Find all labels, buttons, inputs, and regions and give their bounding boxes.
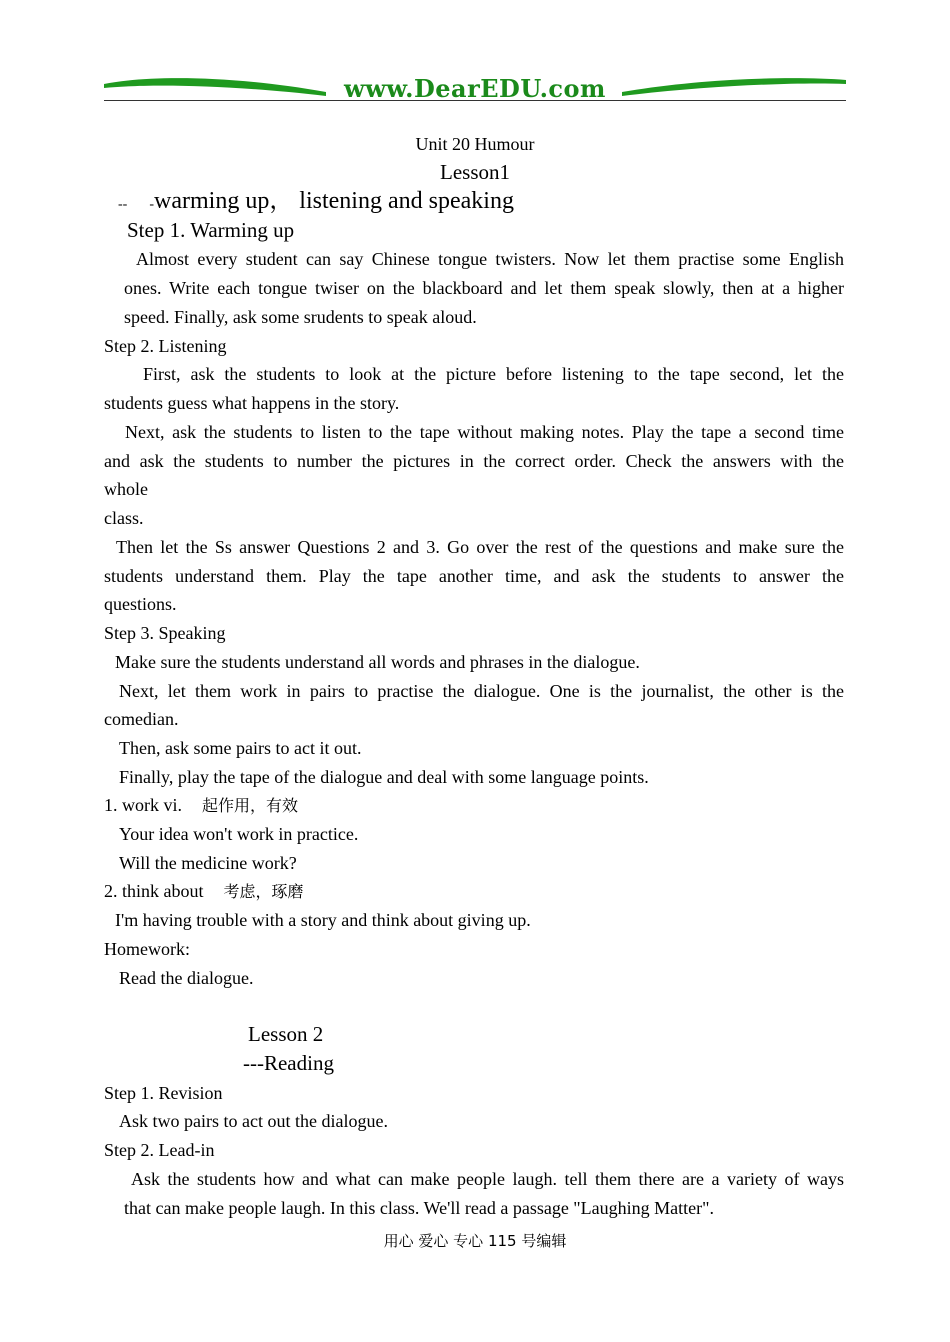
- language-point-2: [104, 879, 304, 904]
- lesson2-step2-heading: Step 2. Lead-in: [104, 1140, 215, 1160]
- paragraph-line: Almost every student can say Chinese tongue twisters. Now let them practise some English: [136, 249, 844, 269]
- header-rule: [104, 100, 846, 101]
- point2-chinese: 考虑，琢磨: [223, 882, 304, 901]
- example-sentence: Will the medicine work?: [119, 853, 297, 873]
- paragraph-line: Then let the Ss answer Questions 2 and 3. Go over the rest of the questions and make sure the: [116, 537, 844, 557]
- subtitle-dashes: --: [118, 197, 128, 212]
- step2-heading: Step 2. Listening: [104, 336, 227, 356]
- header-banner: [104, 70, 846, 104]
- lesson2-subtitle: ---Reading: [243, 1051, 334, 1075]
- paragraph-line: that can make people laugh. In this class. We'll read a passage "Laughing Matter".: [124, 1198, 714, 1218]
- paragraph-line: comedian.: [104, 709, 179, 729]
- lesson1-subtitle: [118, 189, 514, 217]
- homework-heading: Homework:: [104, 939, 190, 959]
- paragraph-line: Ask two pairs to act out the dialogue.: [119, 1111, 388, 1131]
- language-point-1: [104, 793, 298, 818]
- lesson1-title: Lesson1: [440, 160, 510, 184]
- paragraph-line: Then, ask some pairs to act it out.: [119, 738, 362, 758]
- homework-text: Read the dialogue.: [119, 968, 254, 988]
- example-sentence: I'm having trouble with a story and think about giving up.: [115, 910, 531, 930]
- paragraph-line: and ask the students to number the pictures in the correct order. Check the answers with the: [104, 451, 844, 471]
- lesson2-title: Lesson 2: [248, 1022, 324, 1046]
- paragraph-line: students understand them. Play the tape another time, and ask the students to answer the: [104, 566, 844, 586]
- site-brand-logo: www.DearEDU.com: [344, 74, 606, 103]
- paragraph-line: questions.: [104, 594, 177, 614]
- paragraph-line: First, ask the students to look at the picture before listening to the tape second, let the: [143, 364, 844, 384]
- example-sentence: Your idea won't work in practice.: [119, 824, 359, 844]
- lesson2-step1-heading: Step 1. Revision: [104, 1083, 223, 1103]
- subtitle-text: warming up， listening and speaking: [154, 188, 514, 214]
- paragraph-line: ones. Write each tongue twiser on the blackboard and let them speak slowly, then at a higher: [124, 278, 844, 298]
- paragraph-line: whole: [104, 479, 148, 499]
- paragraph-line: students guess what happens in the story.: [104, 393, 400, 413]
- paragraph-line: Next, let them work in pairs to practise the dialogue. One is the journalist, the other is the: [119, 681, 844, 701]
- paragraph-line: Finally, play the tape of the dialogue and deal with some language points.: [119, 767, 649, 787]
- subtitle-dash: -: [149, 197, 154, 212]
- point1-chinese: 起作用，有效: [202, 796, 299, 815]
- paragraph-line: Next, ask the students to listen to the tape without making notes. Play the tape a second time: [125, 422, 844, 442]
- step3-heading: Step 3. Speaking: [104, 623, 226, 643]
- point2-english: 2. think about: [104, 881, 204, 901]
- point1-english: 1. work vi.: [104, 795, 182, 815]
- paragraph-line: Make sure the students understand all words and phrases in the dialogue.: [115, 652, 640, 672]
- unit-title: Unit 20 Humour: [415, 134, 535, 154]
- paragraph-line: class.: [104, 508, 144, 528]
- paragraph-line: speed. Finally, ask some srudents to speak aloud.: [124, 307, 477, 327]
- step1-heading: Step 1. Warming up: [127, 218, 295, 242]
- paragraph-line: Ask the students how and what can make people laugh. tell them there are a variety of ways: [131, 1169, 844, 1189]
- page-footer: 用心 爱心 专心 115 号编辑: [383, 1232, 567, 1250]
